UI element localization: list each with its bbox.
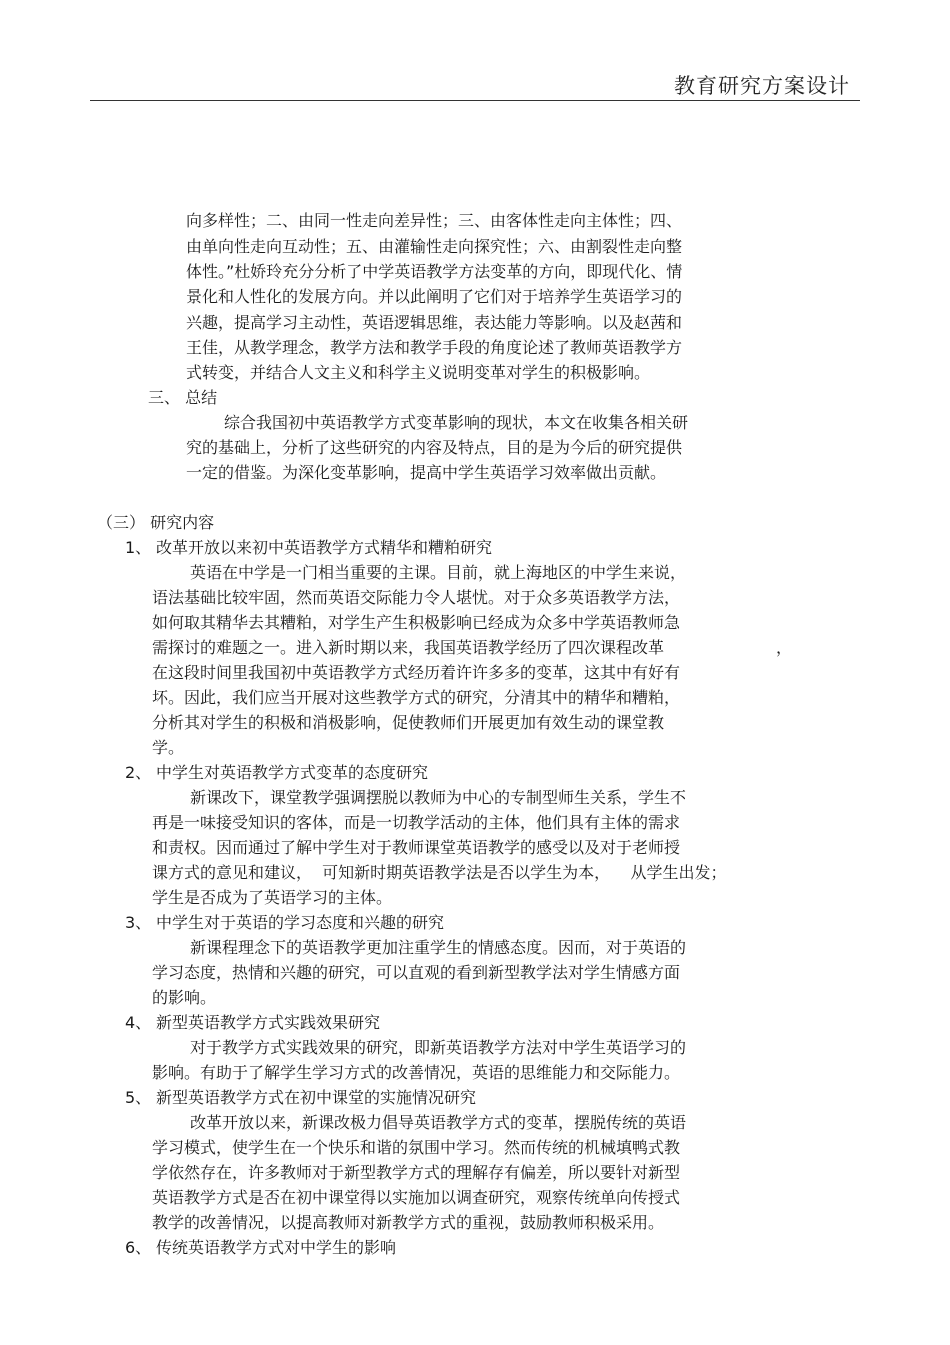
paragraph-line: 向多样性；二、由同一性走向差异性；三、由客体性走向主体性；四、	[186, 211, 683, 230]
summary-line: 一定的借鉴。为深化变革影响，提高中学生英语学习效率做出贡献。	[186, 463, 667, 482]
paragraph-line: 景化和人性化的发展方向。并以此阐明了它们对于培养学生英语学习的	[186, 287, 683, 306]
paragraph-line: 由单向性走向互动性；五、由灌输性走向探究性；六、由割裂性走向整	[186, 237, 683, 256]
item-line: 新课程理念下的英语教学更加注重学生的情感态度。因而，对于英语的	[190, 938, 687, 957]
item-title: 新型英语教学方式在初中课堂的实施情况研究	[156, 1088, 477, 1107]
item-line: 如何取其精华去其糟粕，对学生产生积极影响已经成为众多中学英语教师急	[152, 613, 681, 632]
summary-line: 综合我国初中英语教学方式变革影响的现状，本文在收集各相关研	[224, 413, 689, 432]
item-title: 新型英语教学方式实践效果研究	[156, 1013, 381, 1032]
research-heading: （三） 研究内容	[97, 513, 215, 532]
paragraph-line: 体性。”杜娇玲充分分析了中学英语教学方法变革的方向，即现代化、情	[186, 262, 683, 281]
item-line: 学习态度，热情和兴趣的研究，可以直观的看到新型教学法对学生情感方面	[152, 963, 681, 982]
item-line: 改革开放以来，新课改极力倡导英语教学方式的变革，摆脱传统的英语	[190, 1113, 687, 1132]
item-line: 语法基础比较牢固，然而英语交际能力令人堪忧。对于众多英语教学方法，	[152, 588, 681, 607]
paragraph-line: 兴趣，提高学习主动性，英语逻辑思维，表达能力等影响。以及赵茜和	[186, 313, 683, 332]
page-header-title: 教育研究方案设计	[674, 74, 850, 98]
item-title: 中学生对于英语的学习态度和兴趣的研究	[156, 913, 445, 932]
item-line: 再是一味接受知识的客体，而是一切教学活动的主体，他们具有主体的需求	[152, 813, 681, 832]
item-title: 改革开放以来初中英语教学方式精华和糟粕研究	[156, 538, 493, 557]
summary-heading: 三、 总结	[148, 388, 218, 407]
item-line: 学生是否成为了英语学习的主体。	[152, 888, 393, 907]
item-line: 学依然存在，许多教师对于新型教学方式的理解存有偏差，所以要针对新型	[152, 1163, 681, 1182]
paragraph-line: 王佳，从教学理念，教学方法和教学手段的角度论述了教师英语教学方	[186, 338, 683, 357]
item-line: 学。	[152, 738, 185, 757]
item-number: 1、	[125, 538, 152, 557]
paragraph-line: 式转变，并结合人文主义和科学主义说明变革对学生的积极影响。	[186, 363, 651, 382]
item-line: 和责权。因而通过了解中学生对于教师课堂英语教学的感受以及对于老师授	[152, 838, 681, 857]
item-line: 分析其对学生的积极和消极影响，促使教师们开展更加有效生动的课堂教	[152, 713, 665, 732]
item-line: 英语教学方式是否在初中课堂得以实施加以调查研究，观察传统单向传授式	[152, 1188, 681, 1207]
stray-comma: ，	[776, 638, 793, 657]
item-line: 新课改下，课堂教学强调摆脱以教师为中心的专制型师生关系，学生不	[190, 788, 687, 807]
item-number: 2、	[125, 763, 152, 782]
item-line: 教学的改善情况，以提高教师对新教学方式的重视，鼓励教师积极采用。	[152, 1213, 665, 1232]
item-number: 5、	[125, 1088, 152, 1107]
item-line: 影响。有助于了解学生学习方式的改善情况，英语的思维能力和交际能力。	[152, 1063, 681, 1082]
item-line: 对于教学方式实践效果的研究，即新英语教学方法对中学生英语学习的	[190, 1038, 687, 1057]
item-line: 在这段时间里我国初中英语教学方式经历着许许多多的变革，这其中有好有	[152, 663, 681, 682]
item-line: 英语在中学是一门相当重要的主课。目前，就上海地区的中学生来说，	[190, 563, 687, 582]
item-number: 6、	[125, 1238, 152, 1257]
item-number: 4、	[125, 1013, 152, 1032]
item-line: 学习模式，使学生在一个快乐和谐的氛围中学习。然而传统的机械填鸭式教	[152, 1138, 681, 1157]
item-line: 坏。因此，我们应当开展对这些教学方式的研究，分清其中的精华和糟粕，	[152, 688, 681, 707]
item-title: 中学生对英语教学方式变革的态度研究	[156, 763, 429, 782]
item-line: 的影响。	[152, 988, 217, 1007]
item-line: 需探讨的难题之一。进入新时期以来，我国英语教学经历了四次课程改革	[152, 638, 665, 657]
item-title: 传统英语教学方式对中学生的影响	[156, 1238, 397, 1257]
summary-line: 究的基础上，分析了这些研究的内容及特点，目的是为今后的研究提供	[186, 438, 683, 457]
item-number: 3、	[125, 913, 152, 932]
header-rule	[90, 100, 860, 101]
item-line: 课方式的意见和建议， 可知新时期英语教学法是否以学生为本， 从学生出发；	[152, 863, 727, 882]
